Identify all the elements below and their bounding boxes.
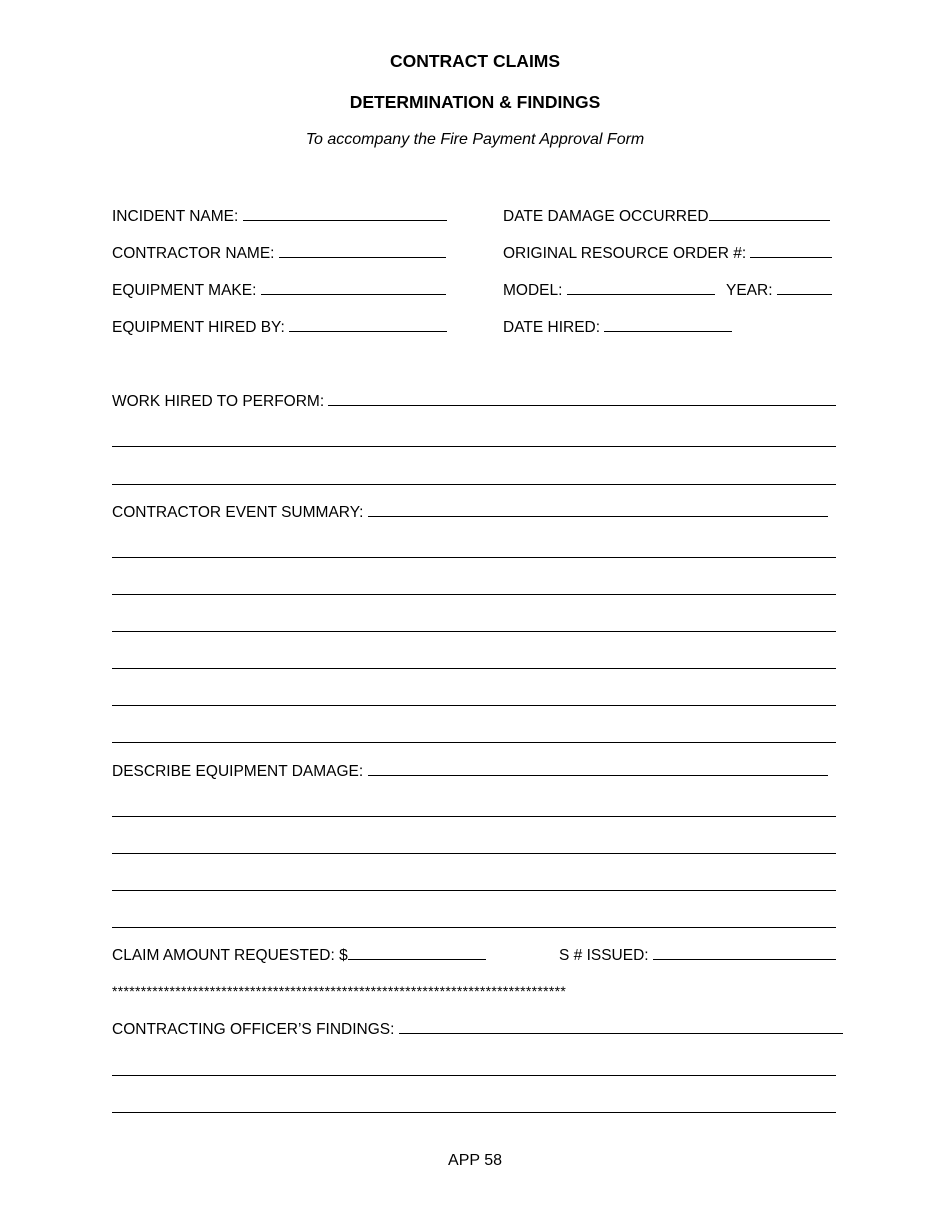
resource-order-field <box>503 243 832 264</box>
equipment-damage-line[interactable] <box>112 927 836 928</box>
officer-findings-input[interactable] <box>399 1019 843 1034</box>
date-damage-input[interactable] <box>709 206 830 221</box>
equipment-make-label: EQUIPMENT MAKE: <box>112 282 257 299</box>
claim-amount-input[interactable] <box>348 945 486 960</box>
incident-name-input[interactable] <box>243 206 447 221</box>
s-issued-label: S # ISSUED: <box>559 947 649 964</box>
model-label: MODEL: <box>503 282 563 299</box>
event-summary-input[interactable] <box>368 502 828 517</box>
equipment-make-input[interactable] <box>261 280 446 295</box>
event-summary-line[interactable] <box>112 594 836 595</box>
claim-amount-label: CLAIM AMOUNT REQUESTED: $ <box>112 947 348 964</box>
equipment-damage-line[interactable] <box>112 890 836 891</box>
claim-amount-field <box>112 945 486 966</box>
work-hired-input[interactable] <box>328 391 836 406</box>
year-input[interactable] <box>777 280 832 295</box>
contractor-name-input[interactable] <box>279 243 446 258</box>
year-label: YEAR: <box>726 282 773 299</box>
hired-by-input[interactable] <box>289 317 447 332</box>
equipment-damage-input[interactable] <box>368 761 828 776</box>
contractor-name-label: CONTRACTOR NAME: <box>112 245 275 262</box>
form-note: To accompany the Fire Payment Approval Form <box>305 131 645 148</box>
incident-name-field <box>112 206 447 227</box>
s-issued-input[interactable] <box>653 945 836 960</box>
hired-by-label: EQUIPMENT HIRED BY: <box>112 319 285 336</box>
equipment-damage-field <box>112 761 828 782</box>
asterisk-separator: ******************************************************************************* <box>112 983 567 999</box>
form-subtitle: DETERMINATION & FINDINGS <box>349 92 601 112</box>
date-hired-input[interactable] <box>604 317 732 332</box>
event-summary-line[interactable] <box>112 557 836 558</box>
equipment-make-field <box>112 280 446 301</box>
form-title: CONTRACT CLAIMS <box>389 51 561 71</box>
event-summary-line[interactable] <box>112 631 836 632</box>
model-input[interactable] <box>567 280 715 295</box>
hired-by-field <box>112 317 447 338</box>
date-hired-label: DATE HIRED: <box>503 319 601 336</box>
officer-findings-label: CONTRACTING OFFICER’S FINDINGS: <box>112 1021 395 1038</box>
date-damage-field <box>503 206 830 227</box>
model-field <box>503 280 715 301</box>
officer-findings-field <box>112 1019 843 1040</box>
work-hired-field <box>112 391 836 412</box>
incident-name-label: INCIDENT NAME: <box>112 208 239 225</box>
resource-order-input[interactable] <box>750 243 832 258</box>
event-summary-field <box>112 502 828 523</box>
resource-order-label: ORIGINAL RESOURCE ORDER #: <box>503 245 747 262</box>
officer-findings-line[interactable] <box>112 1075 836 1076</box>
event-summary-line[interactable] <box>112 742 836 743</box>
event-summary-label: CONTRACTOR EVENT SUMMARY: <box>112 504 364 521</box>
equipment-damage-line[interactable] <box>112 816 836 817</box>
work-hired-line[interactable] <box>112 446 836 447</box>
date-damage-label: DATE DAMAGE OCCURRED <box>503 208 709 225</box>
contractor-name-field <box>112 243 446 264</box>
date-hired-field <box>503 317 732 338</box>
s-issued-field <box>559 945 836 966</box>
officer-findings-line[interactable] <box>112 1112 836 1113</box>
work-hired-line[interactable] <box>112 484 836 485</box>
equipment-damage-label: DESCRIBE EQUIPMENT DAMAGE: <box>112 763 364 780</box>
equipment-damage-line[interactable] <box>112 853 836 854</box>
work-hired-label: WORK HIRED TO PERFORM: <box>112 393 325 410</box>
event-summary-line[interactable] <box>112 668 836 669</box>
event-summary-line[interactable] <box>112 705 836 706</box>
year-field <box>726 280 832 301</box>
page-number: APP 58 <box>448 1152 502 1169</box>
